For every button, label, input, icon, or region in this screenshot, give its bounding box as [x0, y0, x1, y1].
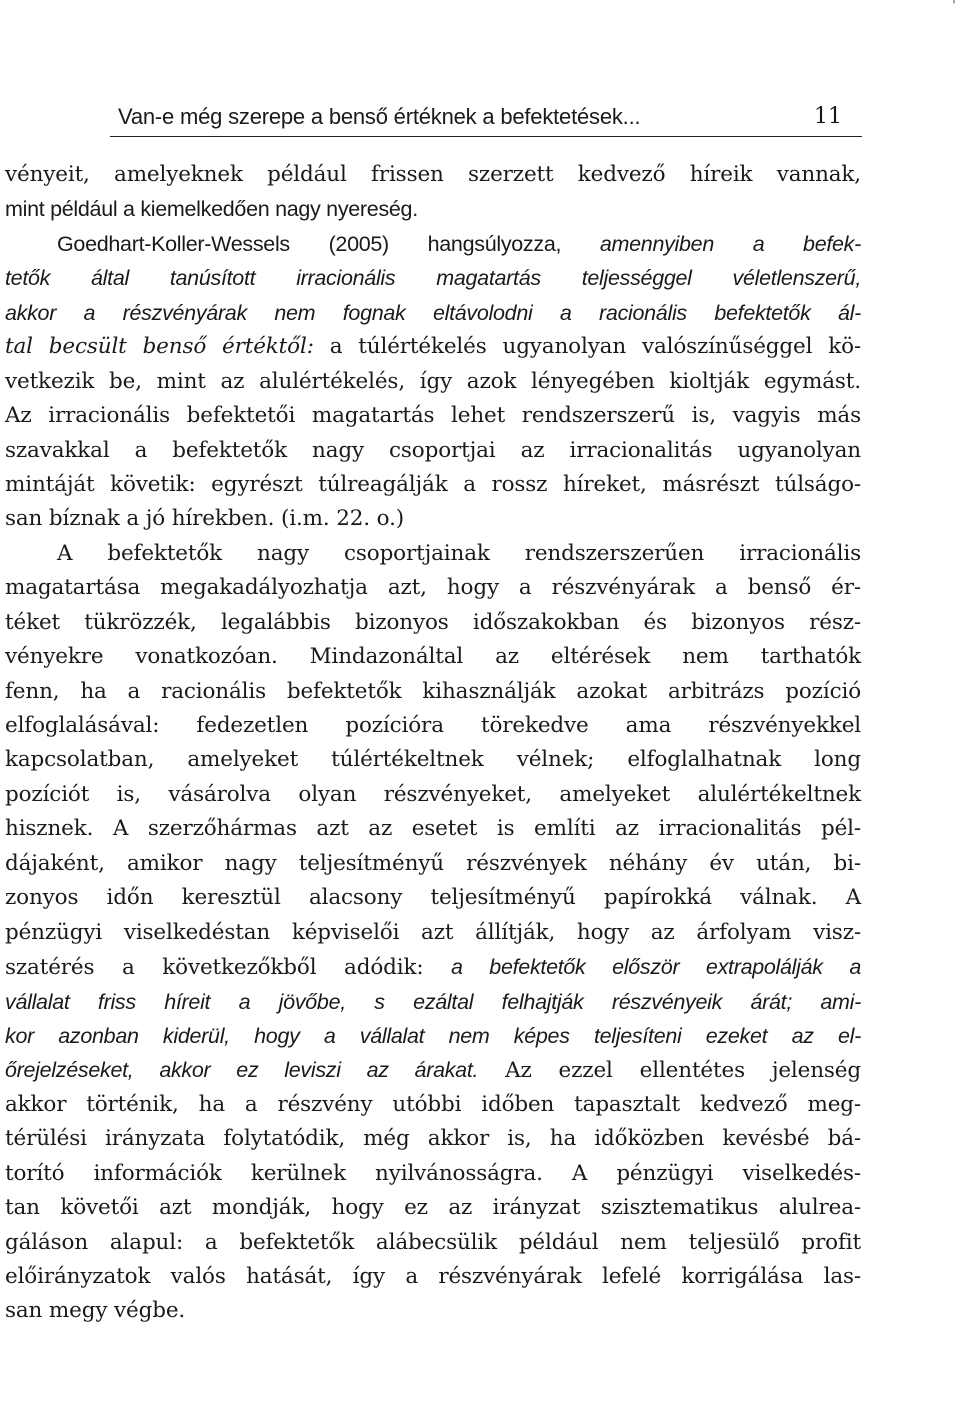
- running-header: [110, 100, 862, 137]
- text-line: [5, 158, 861, 192]
- text-segment: san bíznak a jó hírekben. (i.m. 22. o.): [5, 506, 404, 532]
- text-segment: fenn, ha a racionális befektetők kihasználják azokat arbitrázs pozíció: [5, 678, 861, 704]
- text-line: [5, 675, 861, 709]
- text-segment: tal becsült benső értéktől:: [5, 334, 314, 360]
- page-number: 11: [814, 104, 842, 129]
- text-segment: szavakkal a befektetők nagy csoportjai az irracionalitás ugyanolyan: [5, 437, 861, 463]
- text-line: [5, 1122, 861, 1156]
- text-segment: san megy végbe.: [5, 1298, 186, 1324]
- text-line: [5, 743, 861, 777]
- text-segment: gáláson alapul: a befektetők alábecsülik például nem teljesülő profit: [5, 1229, 861, 1255]
- text-segment: akkor a részvényárak nem fognak eltávolodni a racionális befektetők ál-: [5, 300, 861, 325]
- text-segment: A befektetők nagy csoportjainak rendszerszerűen irracionális: [57, 540, 861, 566]
- text-segment: magatartása megakadályozhatja azt, hogy a részvényárak a benső ér-: [5, 575, 861, 601]
- text-segment: kor azonban kiderül, hogy a vállalat nem képes teljesíteni ezeket az el-: [5, 1023, 861, 1048]
- text-segment: Az ezzel ellentétes jelenség: [478, 1058, 861, 1084]
- text-line: [5, 434, 861, 468]
- text-line: [5, 468, 861, 502]
- text-line: [5, 192, 861, 226]
- text-segment: térülési irányzata folytatódik, még akkor is, ha időközben kevésbé bá-: [5, 1126, 861, 1152]
- text-segment: szatérés a következőkből adódik:: [5, 955, 452, 981]
- text-segment: akkor történik, ha a részvény utóbbi időben tapasztalt kedvező meg-: [5, 1091, 861, 1117]
- text-line: [5, 847, 861, 881]
- text-segment: tetők által tanúsított irracionális magatartás teljességgel véletlenszerű,: [5, 266, 861, 291]
- text-line: [5, 985, 861, 1019]
- text-line: [5, 330, 861, 364]
- text-line: [5, 778, 861, 812]
- text-line: [5, 365, 861, 399]
- text-segment: dájaként, amikor nagy teljesítményű részvények néhány év után, bi-: [5, 850, 861, 876]
- text-line: [5, 1157, 861, 1191]
- body-text: [5, 158, 861, 1329]
- text-segment: Az irracionális befektetői magatartás lehet rendszerszerű is, vagyis más: [5, 403, 861, 429]
- text-line: [5, 1019, 861, 1053]
- text-segment: a befektetők először extrapolálják a: [451, 955, 861, 980]
- text-line: [5, 640, 861, 674]
- text-line: [5, 1191, 861, 1225]
- text-line: [5, 399, 861, 433]
- text-line: [5, 261, 861, 295]
- text-line: [5, 606, 861, 640]
- text-segment: Goedhart-Koller-Wessels (2005) hangsúlyozza,: [57, 231, 600, 256]
- text-line: [5, 537, 861, 571]
- text-line: [5, 916, 861, 950]
- text-line: [5, 227, 861, 261]
- running-title: Van-e még szerepe a benső értéknek a befektetések...: [118, 104, 641, 129]
- text-segment: kapcsolatban, amelyeket túlértékeltnek vélnek; elfoglalhatnak long: [5, 747, 861, 773]
- text-segment: zonyos időn keresztül alacsony teljesítményű papírokká válnak. A: [5, 885, 861, 911]
- text-segment: vetkezik be, mint az alulértékelés, így azok lényegében kioltják egymást.: [5, 368, 861, 394]
- text-segment: vényeit, amelyeknek például frissen szerzett kedvező híreik vannak,: [5, 162, 861, 187]
- text-line: [5, 950, 861, 984]
- text-line: [5, 812, 861, 846]
- text-line: [5, 1053, 861, 1087]
- text-segment: tan követői azt mondják, hogy ez az irányzat szisztematikus alulrea-: [5, 1195, 861, 1221]
- text-line: [5, 1294, 861, 1328]
- text-segment: előirányzatok valós hatását, így a részvényárak lefelé korrigálása las-: [5, 1264, 861, 1289]
- text-segment: pénzügyi viselkedéstan képviselői azt állítják, hogy az árfolyam visz-: [5, 919, 861, 945]
- text-segment: a túlértékelés ugyanolyan valószínűséggel kö-: [313, 334, 862, 360]
- text-segment: vállalat friss híreit a jövőbe, s ezáltal felhajtják részvényeik árát; ami-: [5, 989, 861, 1014]
- text-line: [5, 881, 861, 915]
- text-segment: mint például a kiemelkedően nagy nyereség.: [5, 197, 418, 222]
- text-line: [5, 1260, 861, 1294]
- text-segment: vényekre vonatkozóan. Mindazonáltal az eltérések nem tarthatók: [5, 644, 861, 670]
- text-segment: hisznek. A szerzőhármas azt az esetet is említi az irracionalitás pél-: [5, 816, 861, 842]
- text-segment: mintáját követik: egyrészt túlreagálják a rossz híreket, másrészt túlságo-: [5, 471, 861, 497]
- text-segment: amennyiben a befek-: [599, 231, 861, 256]
- text-line: [5, 709, 861, 743]
- text-line: [5, 296, 861, 330]
- text-segment: elfoglalásával: fedezetlen pozícióra törekedve ama részvényekkel: [5, 713, 861, 738]
- text-segment: torító információk kerülnek nyilvánosságra. A pénzügyi viselkedés-: [5, 1160, 861, 1186]
- text-line: [5, 1088, 861, 1122]
- text-segment: pozíciót is, vásárolva olyan részvényeket, amelyeket alulértékeltnek: [5, 781, 861, 807]
- text-line: [5, 571, 861, 605]
- text-line: [5, 502, 861, 536]
- text-segment: őrejelzéseket, akkor ez leviszi az árakat.: [5, 1058, 479, 1083]
- text-line: [5, 1226, 861, 1260]
- corner-mark: ': [952, 0, 956, 14]
- text-segment: téket tükrözzék, legalábbis bizonyos időszakokban és bizonyos rész-: [5, 609, 861, 635]
